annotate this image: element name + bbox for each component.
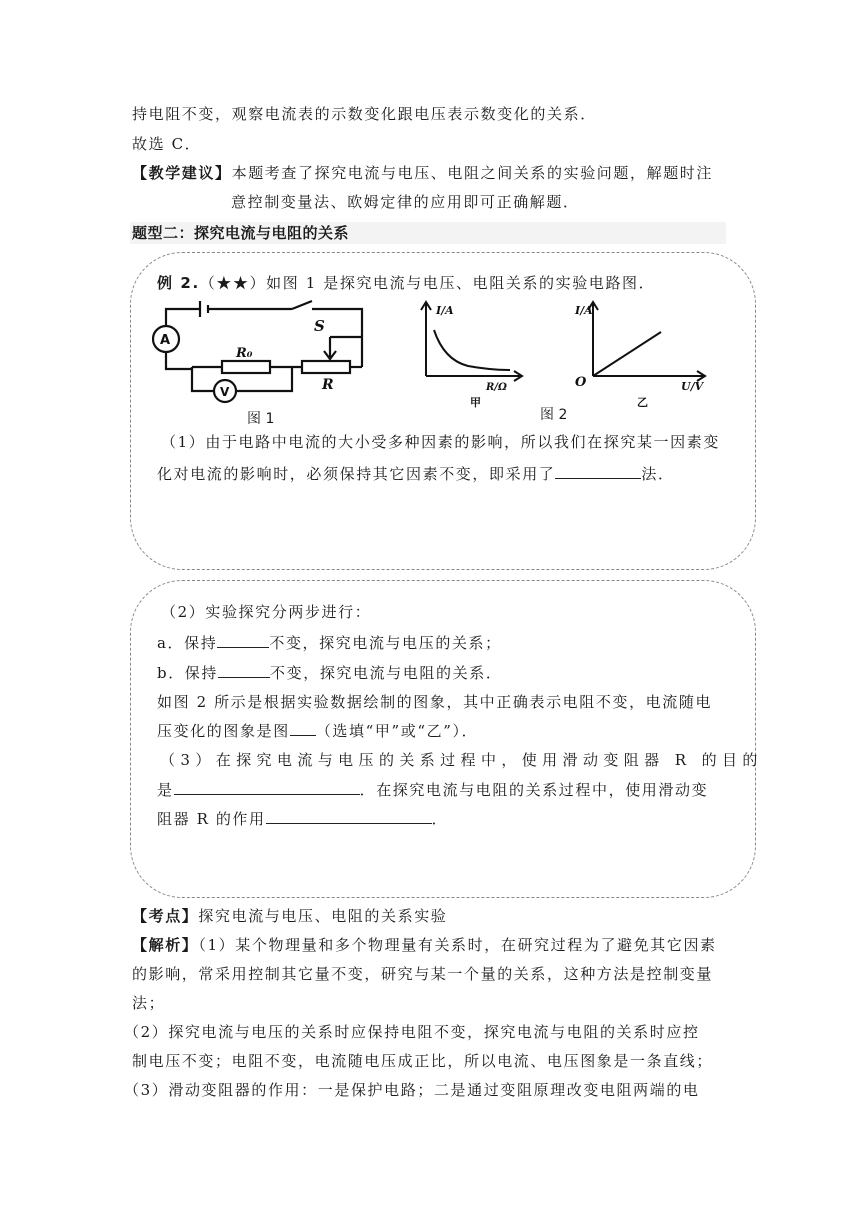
advice-label: 【教学建议】 (132, 164, 232, 182)
question-3b-text: 阻器 R 的作用 (157, 810, 266, 828)
example-intro-text: 如图 1 是探究电流与电压、电阻关系的实验电路图． (266, 274, 656, 292)
question-2-figure-line1: 如图 2 所示是根据实验数据绘制的图象，其中正确表示电阻不变，电流随电 (157, 693, 713, 711)
advice-text: 本题考查了探究电流与电压、电阻之间关系的实验问题，解题时注 (231, 164, 714, 182)
jiexi (132, 935, 717, 955)
question-2-figure-tail: （选填“甲”或“乙”）． (315, 722, 479, 740)
resistor-label: R₀ (236, 346, 253, 361)
example-intro (157, 273, 655, 293)
question-1-text: 化对电流的影响时，必须保持其它因素不变，即采用了 (157, 465, 556, 483)
jiexi-text: （1）某个物理量和多个物理量有关系时，在研究过程为了避免其它因素 (198, 936, 717, 954)
question-2b-text: b．保持 (157, 664, 219, 682)
question-3b-tail: ． (431, 810, 449, 828)
question-2a-text: a．保持 (157, 634, 218, 652)
graph-yi-origin: O (575, 375, 587, 390)
text-line: 意控制变量法、欧姆定律的应用即可正确解题． (231, 193, 580, 211)
question-3-line1: （3）在探究电流与电压的关系过程中，使用滑动变阻器 R 的目的 (160, 751, 763, 769)
graph-jia-name: 甲 (470, 396, 481, 409)
answer-blank-1[interactable] (555, 463, 641, 479)
question-2a (157, 632, 502, 653)
text-line: 持电阻不变，观察电流表的示数变化跟电压表示数变化的关系． (132, 105, 597, 123)
figure-1-caption: 图 1 (247, 411, 275, 427)
kaodian-label: 【考点】 (132, 907, 199, 925)
kaodian (132, 906, 447, 926)
example-label: 例 2. (157, 274, 200, 292)
question-3-line2 (157, 779, 708, 800)
voltmeter-label: V (220, 385, 230, 399)
answer-blank-2b[interactable] (218, 662, 270, 678)
graph-yi-ylabel: I/A (575, 304, 593, 317)
figure-2-caption: 图 2 (540, 407, 568, 423)
question-2b (157, 662, 502, 683)
kaodian-text: 探究电流与电压、电阻的关系实验 (198, 907, 448, 925)
answer-blank-2c[interactable] (290, 720, 316, 736)
graph-yi-xlabel: U/V (681, 380, 704, 393)
linear-line (593, 332, 661, 376)
question-1-line2 (157, 463, 675, 484)
teaching-advice (132, 163, 713, 183)
text-line: 的影响，常采用控制其它量不变，研究与某一个量的关系，这种方法是控制变量 (132, 965, 714, 983)
graph-yi-name: 乙 (637, 396, 648, 409)
graph-yi (565, 298, 725, 410)
graph-jia-xlabel: R/Ω (486, 382, 507, 393)
answer-blank-3b[interactable] (266, 808, 432, 824)
question-2a-tail: 不变，探究电流与电压的关系； (269, 634, 502, 652)
question-1-tail: 法． (641, 465, 675, 483)
text-line: 法； (132, 994, 166, 1012)
text-line: 制电压不变；电阻不变，电流随电压成正比，所以电流、电压图象是一条直线； (132, 1052, 714, 1070)
text-line: 故选 C． (132, 135, 202, 153)
text-line: （3）滑动变阻器的作用：一是保护电路；二是通过变阻原理改变电阻两端的电 (124, 1081, 700, 1099)
switch-label: S (314, 317, 325, 335)
question-2-figure-text: 压变化的图象是图 (157, 722, 290, 740)
question-1-line1: （1）由于电路中电流的大小受多种因素的影响，所以我们在探究某一因素变 (161, 433, 720, 451)
rheostat-label: R (322, 377, 334, 393)
answer-blank-2a[interactable] (217, 632, 269, 648)
inverse-curve (434, 330, 510, 370)
question-3-tail: ．在探究电流与电阻的关系过程中，使用滑动变 (359, 781, 709, 799)
text-line: （2）探究电流与电压的关系时应保持电阻不变，探究电流与电阻的关系时应控 (124, 1023, 700, 1041)
difficulty-stars: （★★） (199, 274, 267, 292)
answer-blank-3a[interactable] (174, 779, 360, 795)
ammeter-label: A (160, 333, 171, 348)
section-title: 题型二：探究电流与电阻的关系 (132, 224, 350, 242)
graph-jia-ylabel: I/A (436, 304, 454, 317)
question-2b-tail: 不变，探究电流与电阻的关系． (270, 664, 503, 682)
question-3-text: 是 (157, 781, 174, 799)
question-3-line3 (157, 808, 448, 829)
jiexi-label: 【解析】 (132, 936, 199, 954)
circuit-diagram (152, 297, 377, 407)
question-2-title: （2）实验探究分两步进行： (161, 603, 372, 621)
question-2-figure-line2 (157, 720, 478, 741)
graph-jia (410, 298, 530, 410)
